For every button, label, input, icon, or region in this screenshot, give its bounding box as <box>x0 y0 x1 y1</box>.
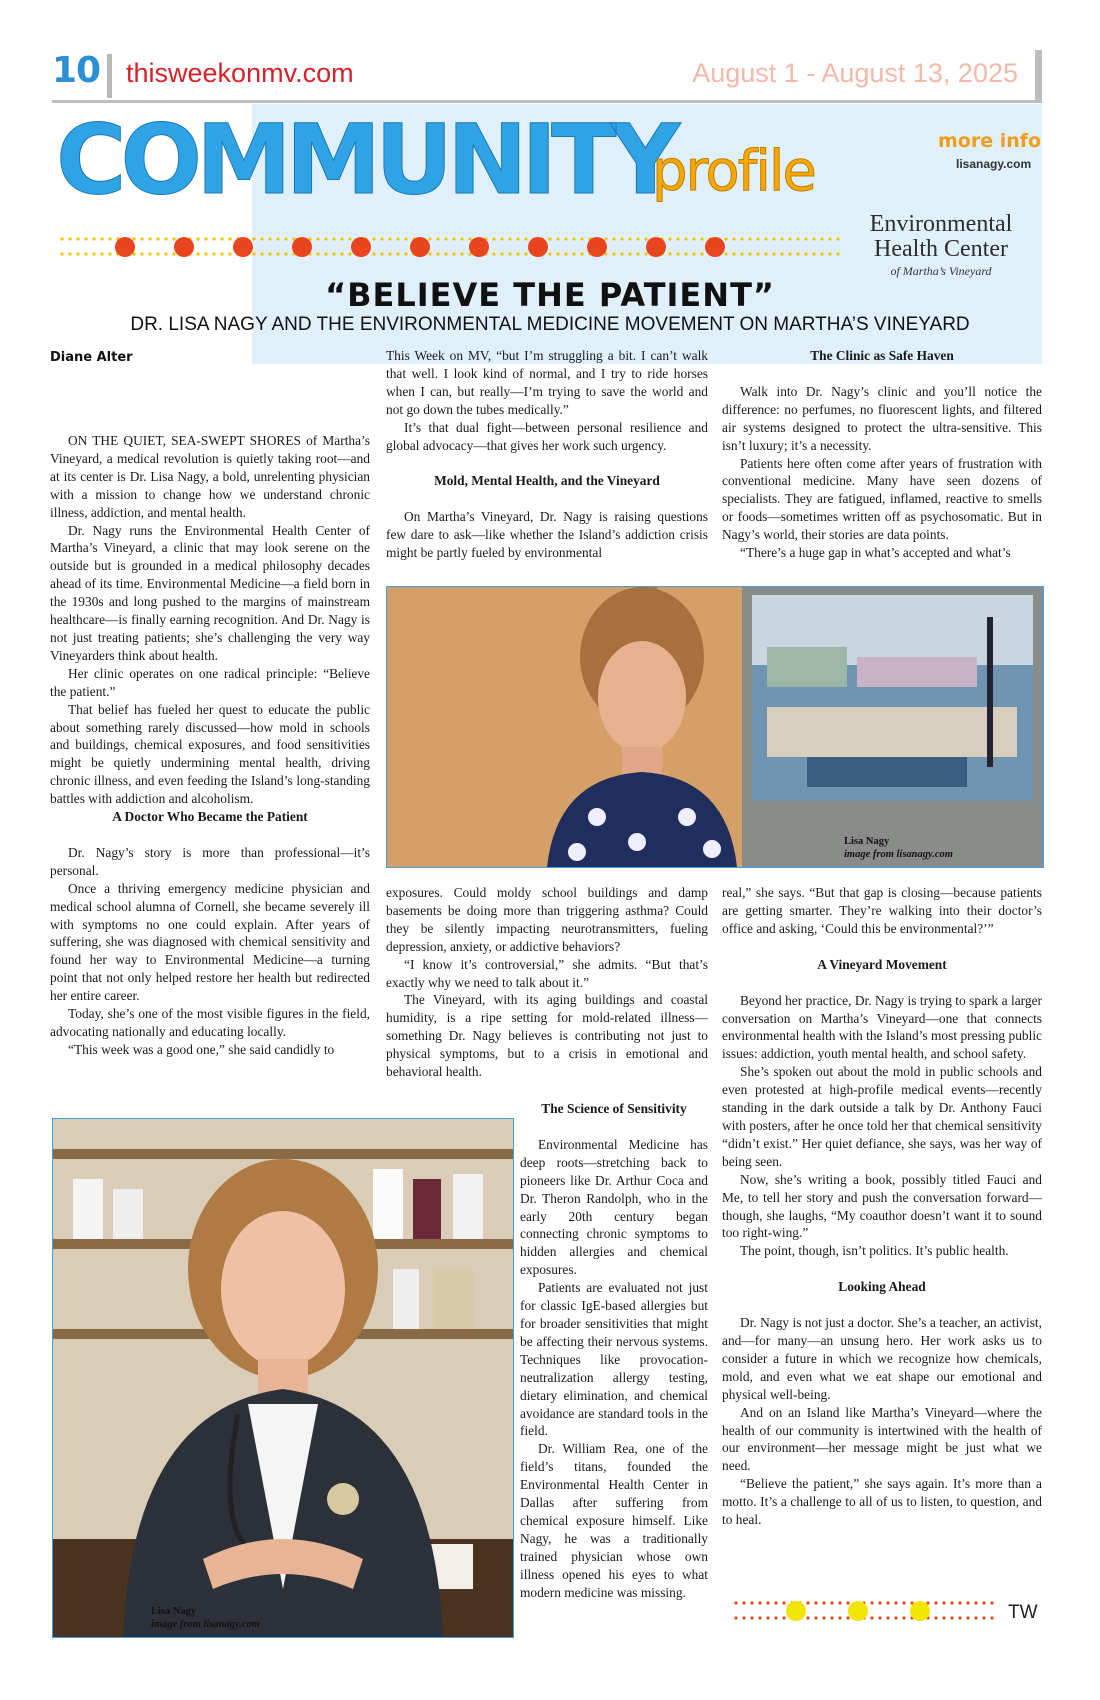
decor-dot <box>332 252 335 255</box>
decor-dot <box>524 237 527 240</box>
decor-dot <box>742 1616 745 1619</box>
decor-dot <box>76 237 79 240</box>
decor-dot <box>604 237 607 240</box>
decor-dot <box>252 252 255 255</box>
logo-line-3: of Martha’s Vineyard <box>890 264 992 279</box>
decor-dot <box>982 1616 985 1619</box>
decor-dot <box>934 1616 937 1619</box>
decor-dot <box>692 237 695 240</box>
decor-dot <box>508 252 511 255</box>
decor-dot <box>836 252 839 255</box>
decor-dot <box>742 1601 745 1604</box>
decor-dot <box>796 252 799 255</box>
paragraph: Dr. Nagy’s story is more than professional—it’s personal. <box>50 844 370 878</box>
article-subtitle: DR. LISA NAGY AND THE ENVIRONMENTAL MEDICINE MOVEMENT ON MARTHA’S VINEYARD <box>130 314 970 335</box>
decor-dot <box>830 1601 833 1604</box>
decor-dot <box>388 252 391 255</box>
decor-dot <box>838 1616 841 1619</box>
decor-dot <box>628 237 631 240</box>
decor-dot <box>92 237 95 240</box>
decor-dot <box>316 252 319 255</box>
decor-dot <box>740 252 743 255</box>
decor-dot <box>396 237 399 240</box>
decor-dot <box>942 1616 945 1619</box>
decor-dot <box>732 252 735 255</box>
decor-dot <box>316 237 319 240</box>
decor-dot <box>564 237 567 240</box>
decor-dot <box>444 252 447 255</box>
article-column-3-bottom <box>722 884 1042 1529</box>
decor-dot <box>766 1616 769 1619</box>
decor-dot <box>348 252 351 255</box>
decor-dot <box>820 252 823 255</box>
section-heading: A Doctor Who Became the Patient <box>112 809 308 825</box>
decor-dot <box>372 252 375 255</box>
decor-dot <box>668 252 671 255</box>
photo-lisa-nagy-with-painting <box>386 586 1044 868</box>
paragraph: Once a thriving emergency medicine physician and medical school alumna of Cornell, she became severely ill with symptoms no one could explain. After years of suffering, she was diagnosed with chemical sensitivity and found her way to Environmental Medicine—a turning point that not only helped restore her health but redirected her entire career. <box>50 880 370 1004</box>
decor-dot <box>820 237 823 240</box>
decor-dot <box>766 1601 769 1604</box>
decor-dot <box>806 1601 809 1604</box>
decor-dot <box>734 1616 737 1619</box>
decor-dot <box>636 237 639 240</box>
decor-dot <box>468 237 471 240</box>
decor-dot <box>148 252 151 255</box>
decor-dot <box>220 237 223 240</box>
decor-dot <box>692 252 695 255</box>
decor-dot <box>894 1601 897 1604</box>
decor-dot <box>836 237 839 240</box>
photo-illustration <box>387 587 1043 867</box>
decor-dot <box>564 252 567 255</box>
paragraph: “I know it’s controversial,” she admits. “But that’s exactly why we need to talk about it.” <box>386 956 708 990</box>
header-rule <box>52 100 1042 103</box>
decor-dot <box>100 237 103 240</box>
article-column-3-top <box>722 347 1042 562</box>
decor-dot <box>228 237 231 240</box>
decor-dot <box>804 237 807 240</box>
decor-dot <box>516 237 519 240</box>
decor-dot <box>324 237 327 240</box>
paragraph: The point, though, isn’t politics. It’s public health. <box>740 1243 1009 1259</box>
decor-dot <box>172 237 175 240</box>
decor-dot <box>444 237 447 240</box>
decor-dot <box>950 1601 953 1604</box>
decor-dot <box>500 252 503 255</box>
decor-dot <box>276 237 279 240</box>
decor-dot <box>644 252 647 255</box>
decor-dot <box>492 252 495 255</box>
decor-dot <box>756 252 759 255</box>
paragraph: Dr. William Rea, one of the field’s titans, founded the Environmental Health Center in Dallas after suffering from chemical exposure himself. Like Nagy, he was a traditionally trained physician whose own illness opened his eyes to what modern medicine was missing. <box>520 1441 708 1600</box>
photo-lisa-nagy-at-desk <box>52 1118 514 1638</box>
decor-dot <box>812 237 815 240</box>
decor-dot <box>212 252 215 255</box>
decor-dot <box>814 1601 817 1604</box>
paragraph: And on an Island like Martha’s Vineyard—where the health of our community is intertwined with the health of our environment—her message might be just what we need. <box>722 1404 1042 1474</box>
decor-dot <box>572 252 575 255</box>
decor-dot <box>828 237 831 240</box>
decor-dot <box>902 1616 905 1619</box>
paragraph: Walk into Dr. Nagy’s clinic and you’ll notice the difference: no perfumes, no fluorescent lights, and filtered air systems designed to protect the ultra-sensitive. This isn’t luxury; it’s a necessity. <box>722 383 1042 453</box>
decor-dot <box>732 237 735 240</box>
paragraph: That belief has fueled her quest to educate the public about something rarely discussed—how mold in schools and buildings, chemical exposures, and food sensitivities might be quietly undermining mental health, driving chronic illness, and even feeding the Island’s long-standing battles with addiction and alcoholism. <box>50 701 370 807</box>
site-name[interactable]: thisweekonmv.com <box>126 58 354 88</box>
decor-dot <box>764 237 767 240</box>
decor-dot <box>966 1601 969 1604</box>
decor-dot <box>774 1601 777 1604</box>
paragraph: Her clinic operates on one radical principle: “Believe the patient.” <box>50 665 370 699</box>
paragraph: Patients are evaluated not just for classic IgE-based allergies but for broader sensitivities that might be affecting their nervous systems. Techniques like provocation-neutralization allergy testing, dietary elimination, and chemical avoidance are standard tools in the field. <box>520 1280 708 1439</box>
paragraph: “There’s a huge gap in what’s accepted and what’s <box>740 545 1011 561</box>
photo-caption <box>151 1605 260 1631</box>
decor-dot <box>780 252 783 255</box>
decor-dot <box>340 237 343 240</box>
decor-dot <box>894 1616 897 1619</box>
page-number: 10 <box>52 50 101 91</box>
section-heading: The Clinic as Safe Haven <box>810 348 954 363</box>
decor-dot <box>84 252 87 255</box>
decor-dot <box>524 252 527 255</box>
decor-dot <box>580 237 583 240</box>
logo-line-1: Environmental <box>869 211 1013 237</box>
decor-dot <box>148 237 151 240</box>
decor-dot <box>156 237 159 240</box>
decor-dot <box>108 237 111 240</box>
byline: Diane Alter <box>50 350 133 365</box>
section-heading: Mold, Mental Health, and the Vineyard <box>434 473 660 489</box>
decor-dot <box>886 1616 889 1619</box>
caption-credit: image from lisanagy.com <box>844 849 953 860</box>
decor-dot <box>332 237 335 240</box>
decor-dot <box>268 252 271 255</box>
decor-dot <box>196 252 199 255</box>
decor-dot <box>764 252 767 255</box>
decor-dot <box>758 1601 761 1604</box>
decor-dot <box>886 1601 889 1604</box>
caption-name: Lisa Nagy <box>844 836 890 847</box>
decor-dot <box>556 237 559 240</box>
decor-dot <box>172 252 175 255</box>
decor-dot <box>348 237 351 240</box>
decor-dot <box>140 252 143 255</box>
decor-dot <box>796 237 799 240</box>
decor-dot <box>814 1616 817 1619</box>
paragraph: “This week was a good one,” she said candidly to <box>68 1041 335 1057</box>
decor-dot <box>788 237 791 240</box>
decor-dot <box>108 252 111 255</box>
article-column-2-top <box>386 347 708 562</box>
decor-dot <box>878 1616 881 1619</box>
decor-dot <box>60 252 63 255</box>
decor-dot <box>830 1616 833 1619</box>
paragraph: It’s that dual fight—between personal resilience and global advocacy—that gives her work such urgency. <box>386 419 708 453</box>
decor-dot <box>812 252 815 255</box>
paragraph: Today, she’s one of the most visible figures in the field, advocating nationally and educating locally. <box>50 1006 370 1039</box>
decor-dot <box>782 1616 785 1619</box>
decor-dot <box>212 237 215 240</box>
decor-dot <box>436 252 439 255</box>
header-right-bar <box>1035 50 1042 100</box>
decor-dot <box>84 237 87 240</box>
decor-dot <box>974 1616 977 1619</box>
decor-dot <box>620 237 623 240</box>
decor-dot <box>516 252 519 255</box>
decor-dot <box>846 1616 849 1619</box>
decor-dot <box>788 252 791 255</box>
decor-dot <box>572 237 575 240</box>
decor-dot <box>950 1616 953 1619</box>
decor-dot <box>774 1616 777 1619</box>
article-title: “BELIEVE THE PATIENT” <box>325 276 775 314</box>
decor-dot <box>748 252 751 255</box>
decor-dot <box>772 252 775 255</box>
paragraph: Environmental Medicine has deep roots—stretching back to pioneers like Dr. Arthur Coca and Dr. Theron Randolph, who in the early 20th century began connecting chronic symptoms to hidden allergies and chemical exposures. <box>520 1136 708 1278</box>
decor-dot <box>676 237 679 240</box>
decor-dot <box>164 252 167 255</box>
paragraph: The Vineyard, with its aging buildings and coastal humidity, is a ripe setting for mold-related illness—something Dr. Nagy believes is contributing not just to physical symptoms, but to a crisis in emotional and behavioral health. <box>386 992 708 1080</box>
decor-dot <box>870 1601 873 1604</box>
logo-line-2: Health Center <box>874 236 1008 263</box>
decor-dot <box>780 237 783 240</box>
decor-dot <box>878 1601 881 1604</box>
decor-dot <box>734 1601 737 1604</box>
decor-dot <box>204 237 207 240</box>
decor-dot <box>870 1616 873 1619</box>
article-column-2-middle <box>386 884 708 1081</box>
paragraph: On Martha’s Vineyard, Dr. Nagy is raising questions few dare to ask—like whether the Island’s addiction crisis might be partly fueled by environmental <box>386 509 708 561</box>
decor-dot <box>92 252 95 255</box>
paragraph: real,” she says. “But that gap is closing—because patients are getting smarter. They’re walking into their doctor’s office and asking, ‘Could this be environmental?’” <box>722 885 1042 936</box>
page-header <box>52 50 1042 100</box>
decor-dot <box>508 237 511 240</box>
decor-dot <box>548 252 551 255</box>
decor-dot <box>452 252 455 255</box>
environmental-health-center-logo <box>846 212 1036 279</box>
decor-dot <box>636 252 639 255</box>
caption-credit: image from lisanagy.com <box>151 1619 260 1630</box>
issue-dates: August 1 - August 13, 2025 <box>692 58 1018 88</box>
paragraph: Patients here often come after years of frustration with conventional medicine. Many have seen dozens of specialists. They are fatigued, inflamed, reactive to smells or foods—sometimes written off as psychosomatic. But in Nagy’s world, their stories are data points. <box>722 455 1042 543</box>
decor-dot <box>260 237 263 240</box>
paragraph: Dr. Nagy is not just a doctor. She’s a teacher, an activist, and—for many—an unsung hero. Her work asks us to consider a future in which we recognize how chemicals, mold, and even what we eat shape our emotional and physical well-being. <box>722 1315 1042 1402</box>
decor-dot <box>460 237 463 240</box>
decor-dot <box>428 252 431 255</box>
decor-dot <box>804 252 807 255</box>
footer-mark: TW <box>1008 1602 1038 1623</box>
decor-dot <box>68 237 71 240</box>
photo-illustration <box>53 1119 513 1637</box>
photo-caption <box>844 835 953 861</box>
decor-dot <box>676 252 679 255</box>
section-heading: A Vineyard Movement <box>817 956 947 972</box>
decor-dot <box>156 252 159 255</box>
decor-dot <box>284 252 287 255</box>
decor-dot <box>284 237 287 240</box>
decor-dot <box>340 252 343 255</box>
decor-dot <box>460 252 463 255</box>
decor-dot <box>100 252 103 255</box>
decor-dot <box>724 237 727 240</box>
decor-dot <box>324 252 327 255</box>
decor-dot <box>556 252 559 255</box>
paragraph: Beyond her practice, Dr. Nagy is trying to spark a larger conversation on Martha’s Vineyard—one that connects environmental health with the Island’s most pressing public issues: addiction, youth mental health, and school safety. <box>722 992 1042 1062</box>
decorative-dot-row <box>60 234 840 260</box>
decor-dot <box>750 1601 753 1604</box>
article-column-2-bottom <box>520 1100 708 1601</box>
decor-dot <box>838 1601 841 1604</box>
decor-dot <box>942 1601 945 1604</box>
decor-dot <box>750 1616 753 1619</box>
decor-dot <box>388 237 391 240</box>
decor-dot <box>204 252 207 255</box>
decor-dot <box>140 237 143 240</box>
article-column-1 <box>50 432 370 1059</box>
paragraph: exposures. Could moldy school buildings and damp basements be doing more than triggering asthma? Could they be silently impacting neurotransmitters, fueling depression, anxiety, or addictive behaviors? <box>386 885 708 954</box>
decor-dot <box>76 252 79 255</box>
decor-dot <box>828 252 831 255</box>
decor-dot <box>990 1601 993 1604</box>
header-divider <box>107 54 112 98</box>
decor-dot <box>822 1601 825 1604</box>
decor-dot <box>60 237 63 240</box>
footer-dot-row <box>734 1598 994 1624</box>
more-info-label: more info <box>938 130 1042 152</box>
decor-dot <box>644 237 647 240</box>
decor-dot <box>958 1601 961 1604</box>
section-heading: Looking Ahead <box>838 1279 926 1295</box>
decor-dot <box>372 237 375 240</box>
paragraph: “Believe the patient,” she says again. It’s more than a motto. It’s a challenge to all of us to listen, to question, and to heal. <box>722 1476 1042 1528</box>
section-title-community: COMMUNITY <box>56 104 675 216</box>
decor-dot <box>620 252 623 255</box>
decor-dot <box>822 1616 825 1619</box>
decor-dot <box>990 1616 993 1619</box>
decor-dot <box>260 252 263 255</box>
decor-dot <box>724 252 727 255</box>
decor-dot <box>492 237 495 240</box>
decor-dot <box>252 237 255 240</box>
decor-dot <box>228 252 231 255</box>
decor-dot <box>700 252 703 255</box>
decor-dot <box>380 252 383 255</box>
decor-dot <box>500 237 503 240</box>
decor-dot <box>380 237 383 240</box>
section-title-profile: profile <box>652 139 815 204</box>
decor-dot <box>806 1616 809 1619</box>
decor-dot <box>452 237 455 240</box>
more-info-link[interactable]: lisanagy.com <box>956 157 1032 171</box>
decor-dot <box>628 252 631 255</box>
decor-dot <box>758 1616 761 1619</box>
decor-dot <box>68 252 71 255</box>
decor-dot <box>782 1601 785 1604</box>
decor-dot <box>740 237 743 240</box>
decor-dot <box>772 237 775 240</box>
decor-dot <box>934 1601 937 1604</box>
decor-dot <box>428 237 431 240</box>
decor-dot <box>700 237 703 240</box>
paragraph: This Week on MV, “but I’m struggling a bit. I can’t walk that well. I look kind of normal, and I try to ride horses when I can, but really—I’m trying to save the world and not go down the tubes medically.” <box>386 348 708 417</box>
decor-dot <box>756 237 759 240</box>
decor-dot <box>196 237 199 240</box>
decor-dot <box>436 237 439 240</box>
decor-dot <box>684 252 687 255</box>
decor-dot <box>974 1601 977 1604</box>
decor-dot <box>220 252 223 255</box>
decor-dot <box>612 252 615 255</box>
decor-dot <box>748 237 751 240</box>
section-heading: The Science of Sensitivity <box>541 1101 687 1116</box>
decor-dot <box>396 252 399 255</box>
decor-dot <box>404 252 407 255</box>
decor-dot <box>684 237 687 240</box>
decor-dot <box>164 237 167 240</box>
paragraph: Now, she’s writing a book, possibly titled Fauci and Me, to tell her story and push the conversation forward—though, she laughs, “My coauthor doesn’t want it to sound too right-wing.” <box>722 1171 1042 1241</box>
paragraph: Dr. Nagy runs the Environmental Health Center of Martha’s Vineyard, a clinic that may look serene on the outside but is grounded in a medical philosophy decades ahead of its time. Environmental Medicine—a field born in the 1930s and long pushed to the margins of mainstream healthcare—is finally earning recognition. And Dr. Nagy is not just treating patients; she’s challenging the very way Vineyarders think about health. <box>50 522 370 663</box>
decor-dot <box>902 1601 905 1604</box>
paragraph: She’s spoken out about the mold in public schools and even protested at high-profile medical events—recently standing in the dark outside a talk by Dr. Anthony Fauci with posters, after he once told her that chemical sensitivity “didn’t exist.” Her quiet defiance, she says, was her way of being seen. <box>722 1064 1042 1169</box>
decor-dot <box>668 237 671 240</box>
decor-dot <box>132 237 135 240</box>
decor-dot <box>612 237 615 240</box>
decor-dot <box>958 1616 961 1619</box>
paragraph: ON THE QUIET, SEA-SWEPT SHORES of Martha’s Vineyard, a medical revolution is quietly taking root—and at its center is Dr. Lisa Nagy, a bold, unrelenting physician with a mission to change how we understand chronic illness, addiction, and mental health. <box>50 433 370 520</box>
decor-dot <box>404 237 407 240</box>
decor-dot <box>846 1601 849 1604</box>
decor-dot <box>982 1601 985 1604</box>
decor-dot <box>966 1616 969 1619</box>
decor-dot <box>268 237 271 240</box>
decor-dot <box>580 252 583 255</box>
decor-dot <box>276 252 279 255</box>
decor-dot <box>548 237 551 240</box>
caption-name: Lisa Nagy <box>151 1606 197 1617</box>
